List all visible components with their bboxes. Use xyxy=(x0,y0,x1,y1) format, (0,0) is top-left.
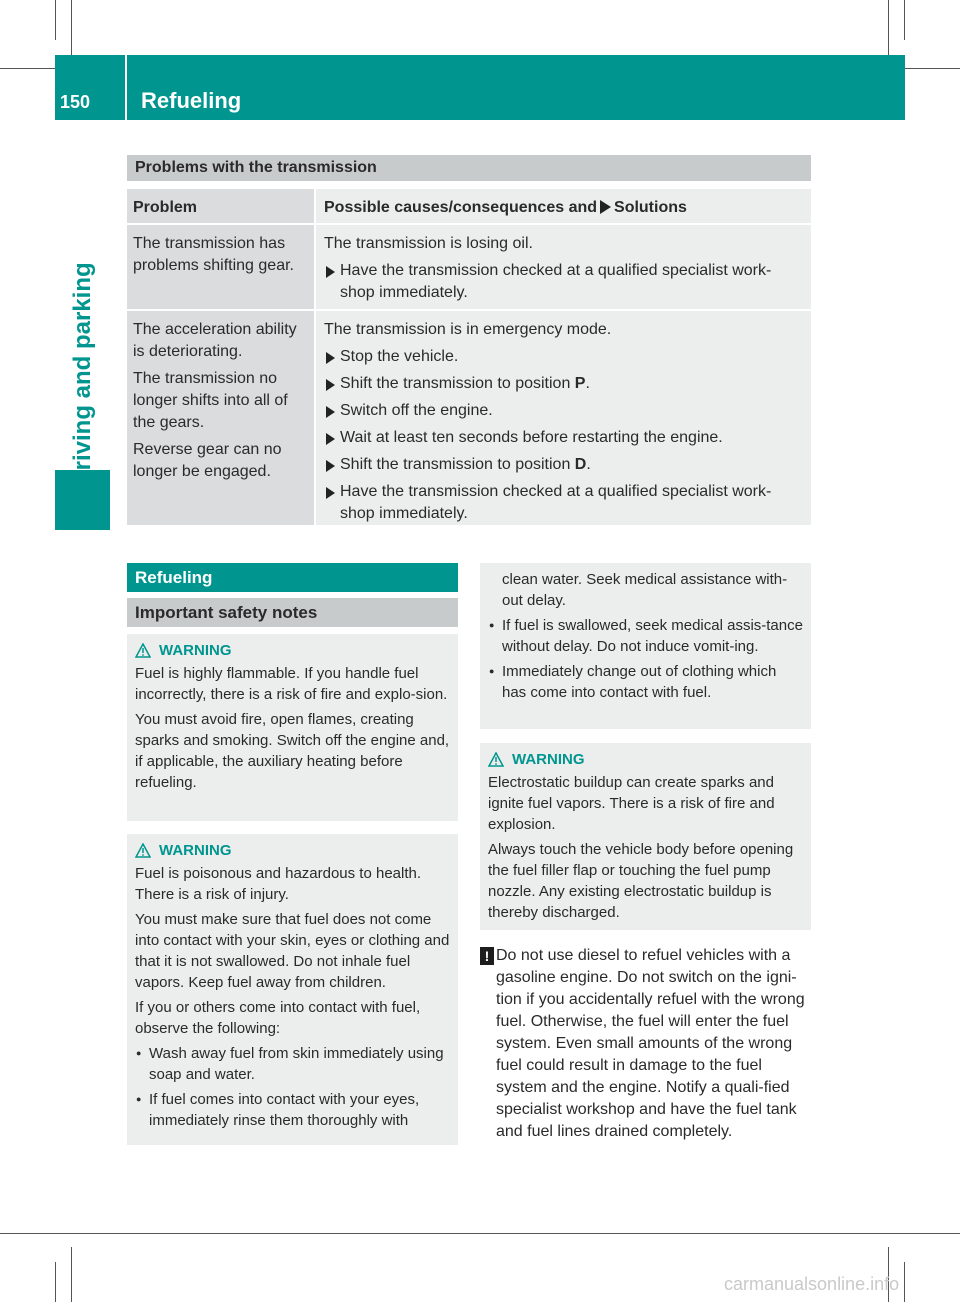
warning-box xyxy=(127,634,458,821)
solution-step: Stop the vehicle. xyxy=(324,346,803,368)
crop-mark xyxy=(0,1233,960,1234)
warning-text: You must avoid fire, open flames, creating sparks and smoking. Switch off the engine and, if applicable, the auxiliary heating before refueling. xyxy=(135,711,450,791)
arrow-right-icon xyxy=(600,200,611,214)
subsection-title: Important safety notes xyxy=(127,598,458,627)
warning-box xyxy=(127,834,458,1145)
page-number: 150 xyxy=(60,92,91,112)
table-row xyxy=(127,311,314,525)
solution-step: Wait at least ten seconds before restarting the engine. xyxy=(324,427,803,449)
warning-box xyxy=(480,743,811,930)
problem-text: Reverse gear can no longer be engaged. xyxy=(133,441,282,480)
step-text: Shift the transmission to position xyxy=(340,375,571,392)
warning-label: WARNING xyxy=(512,751,585,768)
warning-triangle-icon xyxy=(135,843,151,858)
warning-text: Always touch the vehicle body before opening the fuel filler flap or touching the fuel pump nozzle. Any existing electrostatic buildup is thereby discharged. xyxy=(488,841,794,921)
position-p: P xyxy=(574,375,586,392)
solution-step: Shift the transmission to position P. xyxy=(324,373,803,395)
crop-mark xyxy=(904,1262,905,1302)
crop-mark xyxy=(904,0,905,40)
watermark: carmanualsonline.info xyxy=(724,1274,900,1294)
list-item: ● Immediately change out of clothing which has come into contact with fuel. xyxy=(488,661,803,703)
table-row xyxy=(127,225,314,309)
list-item: ● If fuel is swallowed, seek medical assis-tance without delay. Do not induce vomit-ing. xyxy=(488,615,803,657)
position-d: D xyxy=(574,456,587,473)
cause-text: The transmission is in emergency mode. xyxy=(324,321,612,338)
section-title: Refueling xyxy=(127,563,458,592)
warning-label: WARNING xyxy=(159,642,232,659)
list-item: ● Wash away fuel from skin immediately using soap and water. xyxy=(135,1043,450,1085)
exclamation-icon: ! xyxy=(480,947,494,965)
header-problem-label: Problem xyxy=(133,199,198,216)
solution-step: Shift the transmission to position D. xyxy=(324,454,803,476)
solution-step: Have the transmission checked at a qualified specialist work-shop immediately. xyxy=(324,481,803,525)
warning-label: WARNING xyxy=(159,842,232,859)
warning-triangle-icon xyxy=(135,643,151,658)
problem-text: The acceleration ability is deteriorating. xyxy=(133,321,297,360)
warning-text: Fuel is highly flammable. If you handle fuel incorrectly, there is a risk of fire and explo-sion. xyxy=(135,665,448,703)
table-title: Problems with the transmission xyxy=(127,155,811,181)
warning-header xyxy=(135,840,450,861)
table-header-problem xyxy=(127,189,314,223)
warning-text: Electrostatic buildup can create sparks and ignite fuel vapors. There is a risk of fire and explosion. xyxy=(488,774,775,833)
crop-mark xyxy=(55,0,56,40)
problem-text: The transmission no longer shifts into all of the gears. xyxy=(133,370,288,431)
header-divider xyxy=(125,55,127,120)
step-text: Shift the transmission to position xyxy=(340,456,571,473)
header-causes-label: Possible causes/consequences and xyxy=(324,199,598,216)
note-text: Do not use diesel to refuel vehicles with a gasoline engine. Do not switch on the igni-tion if you accidentally refuel with the wrong fuel. Otherwise, the fuel will enter the fuel system. Even small amounts of the wrong fuel could result in damage to the fuel system and the engine. Notify a quali-fied specialist workshop and have the fuel tank and fuel lines drained completely. xyxy=(496,947,805,1140)
table-row-solution xyxy=(316,311,811,525)
warning-box-continued xyxy=(480,563,811,729)
header-solutions-label: Solutions xyxy=(614,199,687,216)
solution-step: Have the transmission checked at a qualified specialist work-shop immediately. xyxy=(324,260,803,304)
cause-text: The transmission is losing oil. xyxy=(324,235,533,252)
warning-header xyxy=(488,749,803,770)
warning-triangle-icon xyxy=(488,752,504,767)
warning-text: Fuel is poisonous and hazardous to health. There is a risk of injury. xyxy=(135,865,422,903)
table-header-solutions xyxy=(316,189,811,223)
crop-mark xyxy=(888,0,889,55)
solution-step: Switch off the engine. xyxy=(324,400,803,422)
warning-text: You must make sure that fuel does not come into contact with your skin, eyes or clothing and that it is not swallowed. Do not inhale fuel vapors. Keep fuel away from children. xyxy=(135,911,450,991)
crop-mark xyxy=(71,0,72,55)
table-row-solution xyxy=(316,225,811,309)
warning-text: If you or others come into contact with fuel, observe the following: xyxy=(135,999,421,1037)
warning-header xyxy=(135,640,450,661)
list-item: ● If fuel comes into contact with your eyes, immediately rinse them thoroughly with xyxy=(135,1089,450,1131)
page-title: Refueling xyxy=(141,88,242,113)
crop-mark xyxy=(71,1247,72,1302)
warning-text: clean water. Seek medical assistance with-out delay. xyxy=(502,571,788,609)
problem-text: The transmission has problems shifting gear. xyxy=(133,235,294,274)
side-tab-label: Driving and parking xyxy=(69,262,96,488)
crop-mark xyxy=(55,1262,56,1302)
note-block xyxy=(480,945,812,1143)
